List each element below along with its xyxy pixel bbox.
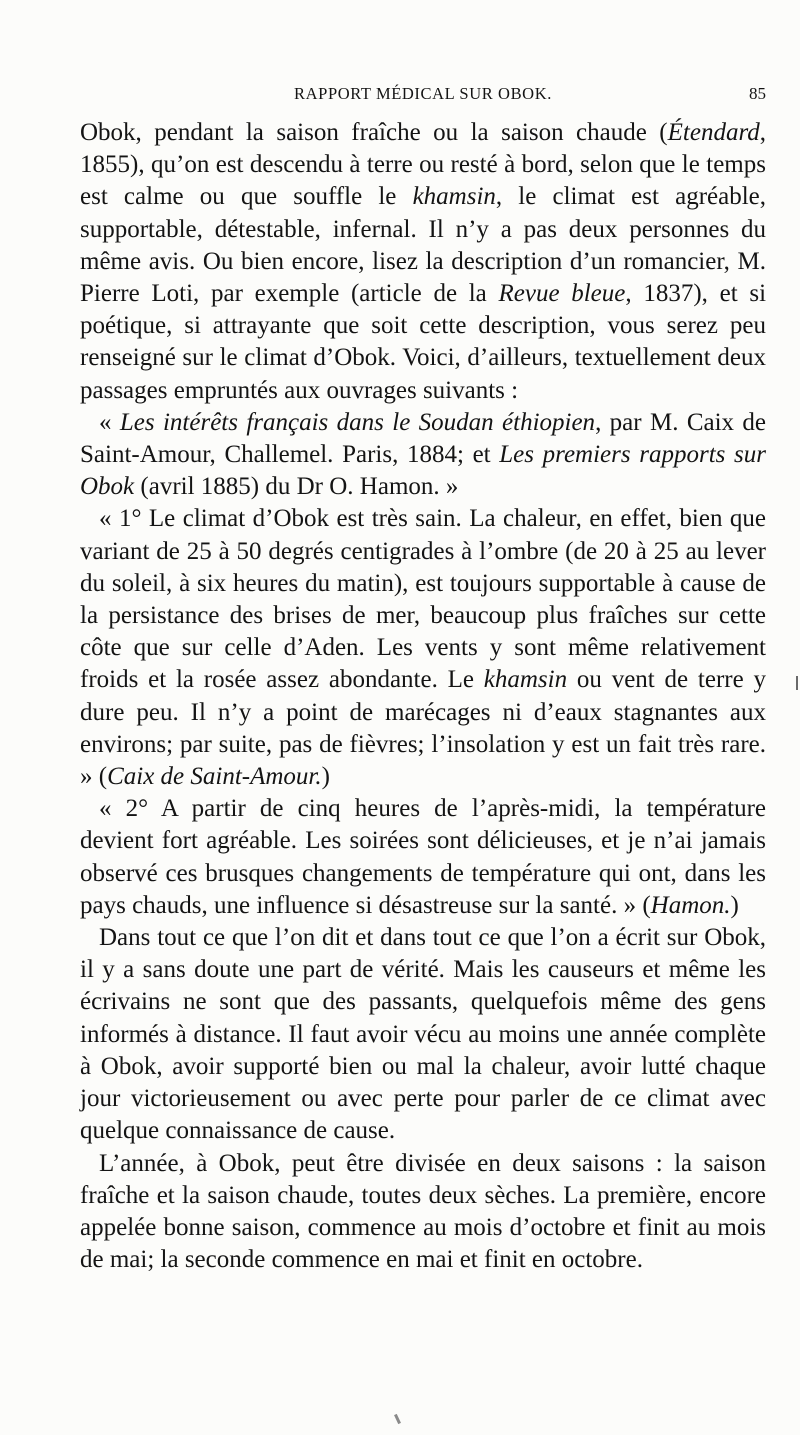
running-title: RAPPORT MÉDICAL SUR OBOK. — [294, 84, 552, 103]
paragraph-5: Dans tout ce que l’on dit et dans tout ce que l’on a écrit sur Obok, il y a sans doute une part de vérité. Mais les causeurs et même les écrivains ne sont que des passants, quelquefois même des gens informés à distance. Il faut avoir vécu au moins une année complète à Obok, avoir supporté bien ou mal la chaleur, avoir lutté chaque jour victorieusement ou avec perte pour parler de ce climat avec quelque connaissance de cause. — [80, 924, 766, 1145]
page-number: 85 — [749, 84, 766, 103]
paragraph-3: « 1° Le climat d’Obok est très sain. La chaleur, en effet, bien que variant de 25 à 50 degrés centigrades à l’ombre (de 20 à 25 au lever du soleil, à six heures du matin), est toujours supportable à cause de la persistance des brises de mer, beaucoup plus fraîches sur cette côte que sur celle d’Aden. Les vents y sont même relativement froids et la rosée assez abondante. Le khamsin ou vent de terre y dure peu. Il n’y a point de marécages ni d’eaux stagnantes aux environs; par suite, pas de fièvres; l’insolation y est un fait très rare. » (Caix de Saint-Amour.) — [80, 505, 766, 791]
page-header — [80, 84, 766, 108]
paragraph-1: Obok, pendant la saison fraîche ou la saison chaude (Étendard, 1855), qu’on est descendu à terre ou resté à bord, selon que le temps est calme ou que souffle le khamsin, le climat est agréable, supportable, détestable, infernal. Il n’y a pas deux personnes du même avis. Ou bien encore, lisez la description d’un romancier, M. Pierre Loti, par exemple (article de la Revue bleue, 1837), et si poétique, si attrayante que soit cette description, vous serez peu renseigné sur le climat d’Obok. Voici, d’ailleurs, textuellement deux passages empruntés aux ouvrages suivants : — [80, 119, 767, 404]
paragraph-6: L’année, à Obok, peut être divisée en deux saisons : la saison fraîche et la saison chaude, toutes deux sèches. La première, encore appelée bonne saison, commence au mois d’octobre et finit au mois de mai; la seconde commence en mai et finit en octobre. — [80, 1149, 766, 1274]
paragraph-2: « Les intérêts français dans le Soudan éthiopien, par M. Caix de Saint-Amour, Challemel. Paris, 1884; et Les premiers rapports sur Obok (avril 1885) du Dr O. Hamon. » — [80, 408, 767, 501]
body-text — [80, 117, 766, 1276]
margin-mark — [796, 676, 798, 690]
paragraph-4: « 2° A partir de cinq heures de l’après-midi, la température devient fort agréable. Les soirées sont délicieuses, et je n’ai jamais observé ces brusques changements de température qui ont, dans les pays chauds, une influence si désastreuse sur la santé. » (Hamon.) — [80, 795, 766, 919]
bottom-mark — [394, 1414, 401, 1424]
